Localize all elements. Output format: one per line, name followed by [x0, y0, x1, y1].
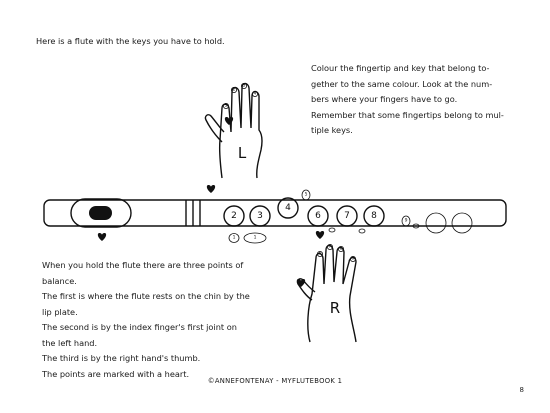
flute-key-number: 3	[257, 211, 263, 221]
right-finger-number: 6	[318, 251, 322, 257]
flute-key-number: 6	[315, 211, 321, 221]
flute	[44, 185, 506, 243]
flute-key-number: 9	[404, 218, 408, 224]
trill-key	[359, 229, 365, 233]
balance-points-line: lip plate.	[42, 306, 78, 317]
thumb-key-number: 1	[232, 235, 236, 241]
flute-key-number: 7	[344, 211, 350, 221]
flute-key-number: 8	[371, 211, 377, 221]
instructions-line: tiple keys.	[311, 125, 353, 135]
left-finger-number: 4	[253, 91, 257, 97]
instructions-line: Remember that some fingertips belong to mul-	[311, 109, 504, 120]
right-hand	[297, 244, 356, 343]
instructions-line: bers where your fingers have to go.	[311, 94, 458, 104]
balance-heart-icon	[98, 233, 106, 241]
balance-points-line: When you hold the flute there are three points of	[42, 260, 244, 270]
right-finger-number: 8	[339, 246, 343, 252]
flute-key-number: 5	[304, 192, 308, 198]
balance-points-line: balance.	[42, 275, 77, 286]
thumb-key-number: 1	[253, 235, 257, 241]
balance-heart-icon	[297, 279, 305, 287]
balance-heart-icon	[207, 185, 215, 193]
left-hand	[205, 83, 262, 179]
page-footer: ©ANNEFONTENAY - MYFLUTEBOOK 1	[207, 377, 343, 385]
balance-points-line: The first is where the flute rests on the chin by the	[42, 291, 250, 301]
foot-key	[452, 213, 472, 233]
left-finger-number: 3	[242, 83, 246, 89]
left-hand-outline	[220, 84, 262, 179]
flute-key-number: 4	[285, 203, 291, 213]
instructions-line: Colour the fingertip and key that belong to-	[311, 63, 490, 73]
instructions-line: gether to the same colour. Look at the num-	[311, 78, 493, 89]
trill-key	[329, 228, 335, 232]
balance-points-line: The points are marked with a heart.	[42, 368, 190, 379]
left-finger-number: 2	[232, 87, 236, 93]
intro-text: Here is a flute with the keys you have to hold.	[36, 36, 225, 46]
right-finger-number: 7	[328, 244, 332, 250]
balance-heart-icon	[316, 231, 324, 239]
right-finger-number: 9	[351, 256, 355, 262]
flute-key-number: 2	[231, 211, 237, 221]
left-finger-number: 5	[224, 103, 228, 109]
left-hand-label: L	[237, 144, 247, 162]
balance-points-text	[42, 258, 268, 382]
balance-points-line: The second is by the index finger's first joint on	[42, 322, 237, 332]
balance-points-line: the left hand.	[42, 337, 98, 348]
foot-key	[426, 213, 446, 233]
page-number: 8	[519, 386, 524, 394]
embouchure-hole	[89, 206, 112, 220]
balance-points-line: The third is by the right hand's thumb.	[42, 353, 201, 363]
right-hand-outline	[308, 246, 356, 343]
right-hand-label: R	[329, 299, 341, 317]
